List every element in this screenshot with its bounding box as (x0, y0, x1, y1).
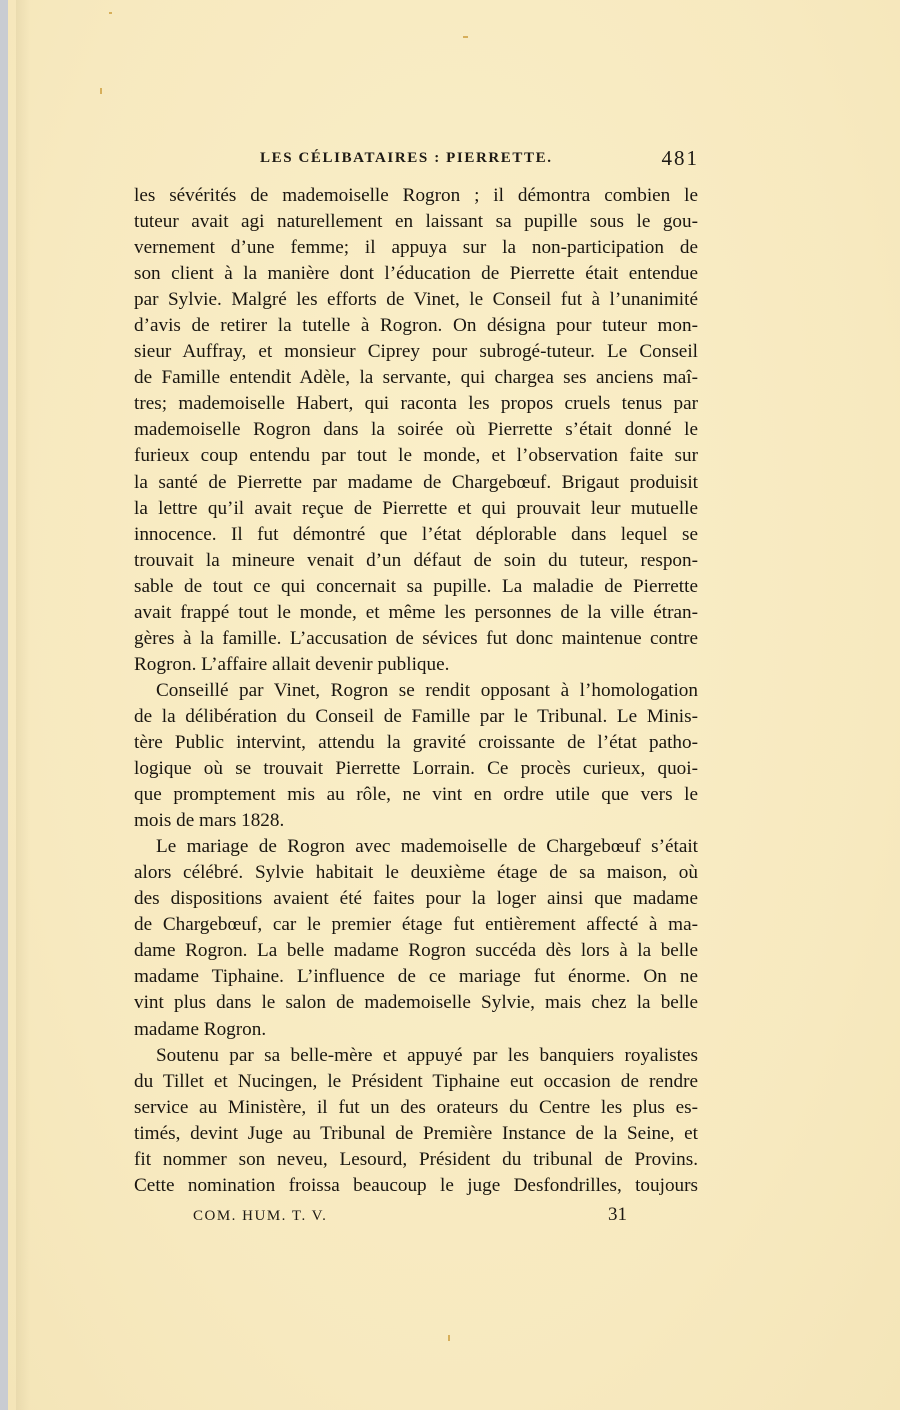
text-line: innocence. Il fut démontré que l’état déplorable dans lequel se (134, 523, 698, 545)
text-line: fit nommer son neveu, Lesourd, Président du tribunal de Provins. (134, 1148, 698, 1170)
text-line: son client à la manière dont l’éducation de Pierrette était entendue (134, 263, 698, 285)
text-line: madame Rogron. (134, 1018, 267, 1040)
page-number: 481 (661, 146, 699, 170)
text-line: Cette nomination froissa beaucoup le juge Desfondrilles, toujours (134, 1174, 698, 1196)
paper-speck (109, 12, 112, 14)
text-line: sable de tout ce qui concernait sa pupille. La maladie de Pierrette (134, 575, 698, 597)
text-line: par Sylvie. Malgré les efforts de Vinet, le Conseil fut à l’unanimité (134, 289, 698, 311)
paragraph (134, 834, 698, 1042)
paragraph (134, 678, 698, 834)
text-line: la lettre qu’il avait reçue de Pierrette et qui prouvait leur mutuelle (134, 497, 698, 519)
text-line: les sévérités de mademoiselle Rogron ; il démontra combien le (134, 185, 698, 206)
text-line: sieur Auffray, et monsieur Ciprey pour subrogé-tuteur. Le Conseil (134, 341, 698, 363)
footer-sheet-number: 31 (608, 1204, 627, 1225)
text-line: furieux coup entendu par tout le monde, et l’observation faite sur (134, 445, 698, 467)
text-line: d’avis de retirer la tutelle à Rogron. On désigna pour tuteur mon- (134, 315, 698, 337)
text-line: logique où se trouvait Pierrette Lorrain. Ce procès curieux, quoi- (134, 758, 698, 780)
running-title: LES CÉLIBATAIRES : PIERRETTE. (260, 150, 553, 166)
running-head (134, 146, 699, 174)
text-line: Rogron. L’affaire allait devenir publique. (134, 653, 450, 675)
text-line: de la délibération du Conseil de Famille par le Tribunal. Le Minis- (134, 705, 698, 727)
paper-speck (100, 88, 102, 94)
text-line: vernement d’une femme; il appuya sur la non-participation de (134, 237, 698, 259)
footer-signature: COM. HUM. T. V. (193, 1208, 328, 1224)
body-text (134, 183, 698, 1199)
text-line: timés, devint Juge au Tribunal de Première Instance de la Seine, et (134, 1122, 698, 1144)
text-line: Conseillé par Vinet, Rogron se rendit opposant à l’homologation (156, 679, 698, 701)
text-line: trouvait la mineure venait d’un défaut de soin du tuteur, respon- (134, 549, 698, 571)
paragraph (134, 183, 698, 678)
text-line: de Chargebœuf, car le premier étage fut entièrement affecté à ma- (134, 914, 698, 936)
text-line: tère Public intervint, attendu la gravité croissante de l’état patho- (134, 731, 698, 753)
text-line: que promptement mis au rôle, ne vint en ordre utile que vers le (134, 784, 698, 806)
text-line: mademoiselle Rogron dans la soirée où Pierrette s’était donné le (134, 419, 698, 441)
text-line: dame Rogron. La belle madame Rogron succéda dès lors à la belle (134, 940, 698, 962)
text-line: mois de mars 1828. (134, 810, 285, 832)
text-line: du Tillet et Nucingen, le Président Tiphaine eut occasion de rendre (134, 1070, 698, 1092)
text-line: tuteur avait agi naturellement en laissant sa pupille sous le gou- (134, 211, 698, 233)
text-line: Soutenu par sa belle-mère et appuyé par les banquiers royalistes (156, 1044, 698, 1066)
paragraph (134, 1043, 698, 1199)
text-line: des dispositions avaient été faites pour la loger ainsi que madame (134, 888, 698, 910)
text-line: la santé de Pierrette par madame de Chargebœuf. Brigaut produisit (134, 471, 698, 493)
text-line: service au Ministère, il fut un des orateurs du Centre les plus es- (134, 1096, 698, 1118)
text-line: alors célébré. Sylvie habitait le deuxième étage de sa maison, où (134, 862, 698, 884)
paper-speck (448, 1335, 450, 1341)
text-line: de Famille entendit Adèle, la servante, qui chargea ses anciens maî- (134, 367, 698, 389)
paper-speck (463, 36, 468, 38)
text-line: vint plus dans le salon de mademoiselle Sylvie, mais chez la belle (134, 992, 698, 1014)
text-line: avait frappé tout le monde, et même les personnes de la ville étran- (134, 601, 698, 623)
text-line: tres; mademoiselle Habert, qui raconta les propos cruels tenus par (134, 393, 698, 415)
text-line: madame Tiphaine. L’influence de ce mariage fut énorme. On ne (134, 966, 698, 988)
text-line: Le mariage de Rogron avec mademoiselle de Chargebœuf s’était (156, 836, 698, 858)
text-line: gères à la famille. L’accusation de sévices fut donc maintenue contre (134, 627, 698, 649)
page-gutter-shadow (16, 0, 30, 1410)
